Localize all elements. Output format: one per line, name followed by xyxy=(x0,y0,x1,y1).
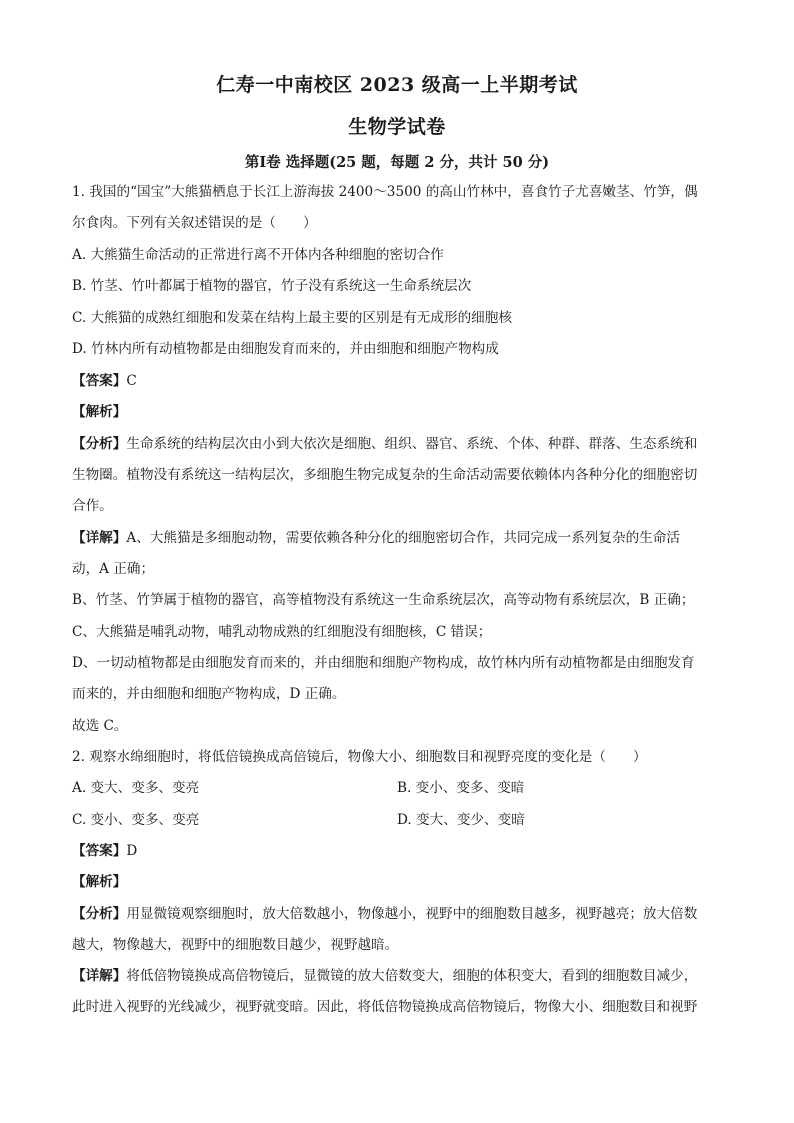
fenxi-tag: 【分析】 xyxy=(72,906,127,922)
q1-stem-line-1: 1. 我国的“国宝”大熊猫栖息于长江上游海拔 2400～3500 的高山竹林中，喜食竹子尤喜嫩茎、竹笋，偶 xyxy=(72,184,698,200)
exam-title: 仁寿一中南校区 2023 级高一上半期考试 xyxy=(216,74,578,96)
xiangjie-tag: 【详解】 xyxy=(72,968,127,984)
q1-xiangjie-line-2: 动，A 正确； xyxy=(72,561,155,577)
q1-analysis-heading xyxy=(72,403,732,421)
q1-xiangjie-line-4: C、大熊猫是哺乳动物，哺乳动物成熟的红细胞没有细胞核，C 错误； xyxy=(72,624,492,640)
answer-tag: 【答案】 xyxy=(72,373,127,389)
q1-fenxi-line-3: 合作。 xyxy=(72,498,113,514)
q1-fenxi-line-1 xyxy=(72,435,732,453)
fenxi-text: 生命系统的结构层次由小到大依次是细胞、组织、器官、系统、个体、种群、群落、生态系统和 xyxy=(126,436,698,452)
q1-option-c: C. 大熊猫的成熟红细胞和发菜在结构上最主要的区别是有无成形的细胞核 xyxy=(72,310,512,326)
q2-fenxi-line-2: 越大，物像越大，视野中的细胞数目越少，视野越暗。 xyxy=(72,937,399,953)
fenxi-text: 用显微镜观察细胞时，放大倍数越小，物像越小，视野中的细胞数目越多，视野越亮；放大倍数 xyxy=(126,906,698,922)
answer-value: C xyxy=(126,373,137,389)
xiangjie-text: 将低倍物镜换成高倍物镜后，显微镜的放大倍数变大，细胞的体积变大，看到的细胞数目减少， xyxy=(126,968,698,984)
q1-option-a: A. 大熊猫生命活动的正常进行离不开体内各种细胞的密切合作 xyxy=(72,247,444,263)
q2-option-c: C. 变小、变多、变亮 xyxy=(72,812,200,828)
fenxi-tag: 【分析】 xyxy=(72,436,127,452)
q2-option-d: D. 变大、变少、变暗 xyxy=(397,812,525,828)
answer-tag: 【答案】 xyxy=(72,843,127,859)
q2-stem: 2. 观察水绵细胞时，将低倍镜换成高倍镜后，物像大小、细胞数目和视野亮度的变化是（ ） xyxy=(72,749,647,765)
analysis-tag: 【解析】 xyxy=(72,874,127,890)
xiangjie-text: A、大熊猫是多细胞动物，需要依赖各种分化的细胞密切合作，共同完成一系列复杂的生命活 xyxy=(126,530,680,546)
xiangjie-tag: 【详解】 xyxy=(72,530,127,546)
q1-answer xyxy=(72,372,732,390)
q2-analysis-heading xyxy=(72,873,732,891)
answer-value: D xyxy=(126,843,138,859)
q2-xiangjie-line-2: 此时进入视野的光线减少，视野就变暗。因此，将低倍物镜换成高倍物镜后，物像大小、细胞数目和视野 xyxy=(72,999,698,1015)
q1-xiangjie-line-3: B、竹茎、竹笋属于植物的器官，高等植物没有系统这一生命系统层次，高等动物有系统层次，B 正确； xyxy=(72,592,695,608)
q1-xiangjie-line-1 xyxy=(72,529,732,547)
q2-xiangjie-line-1 xyxy=(72,967,732,985)
section-heading: 第Ⅰ卷 选择题(25 题，每题 2 分，共计 50 分) xyxy=(244,154,550,171)
q2-fenxi-line-1 xyxy=(72,905,732,923)
analysis-tag: 【解析】 xyxy=(72,404,127,420)
q1-stem-line-2: 尔食肉。下列有关叙述错误的是（ ） xyxy=(72,215,317,231)
q1-xiangjie-line-5: D、一切动植物都是由细胞发育而来的，并由细胞和细胞产物构成，故竹林内所有动植物都是由细胞发育 xyxy=(72,655,695,671)
q2-option-a: A. 变大、变多、变亮 xyxy=(72,780,200,796)
q2-answer xyxy=(72,842,732,860)
exam-subtitle: 生物学试卷 xyxy=(348,116,446,138)
q1-option-d: D. 竹林内所有动植物都是由细胞发育而来的，并由细胞和细胞产物构成 xyxy=(72,341,499,357)
q2-option-b: B. 变小、变多、变暗 xyxy=(397,780,525,796)
q1-xiangjie-line-7: 故选 C。 xyxy=(72,718,128,734)
q1-option-b: B. 竹茎、竹叶都属于植物的器官，竹子没有系统这一生命系统层次 xyxy=(72,278,472,294)
q1-xiangjie-line-6: 而来的，并由细胞和细胞产物构成，D 正确。 xyxy=(72,686,346,702)
q1-fenxi-line-2: 生物圈。植物没有系统这一结构层次，多细胞生物完成复杂的生命活动需要依赖体内各种分化的细胞密切 xyxy=(72,467,698,483)
